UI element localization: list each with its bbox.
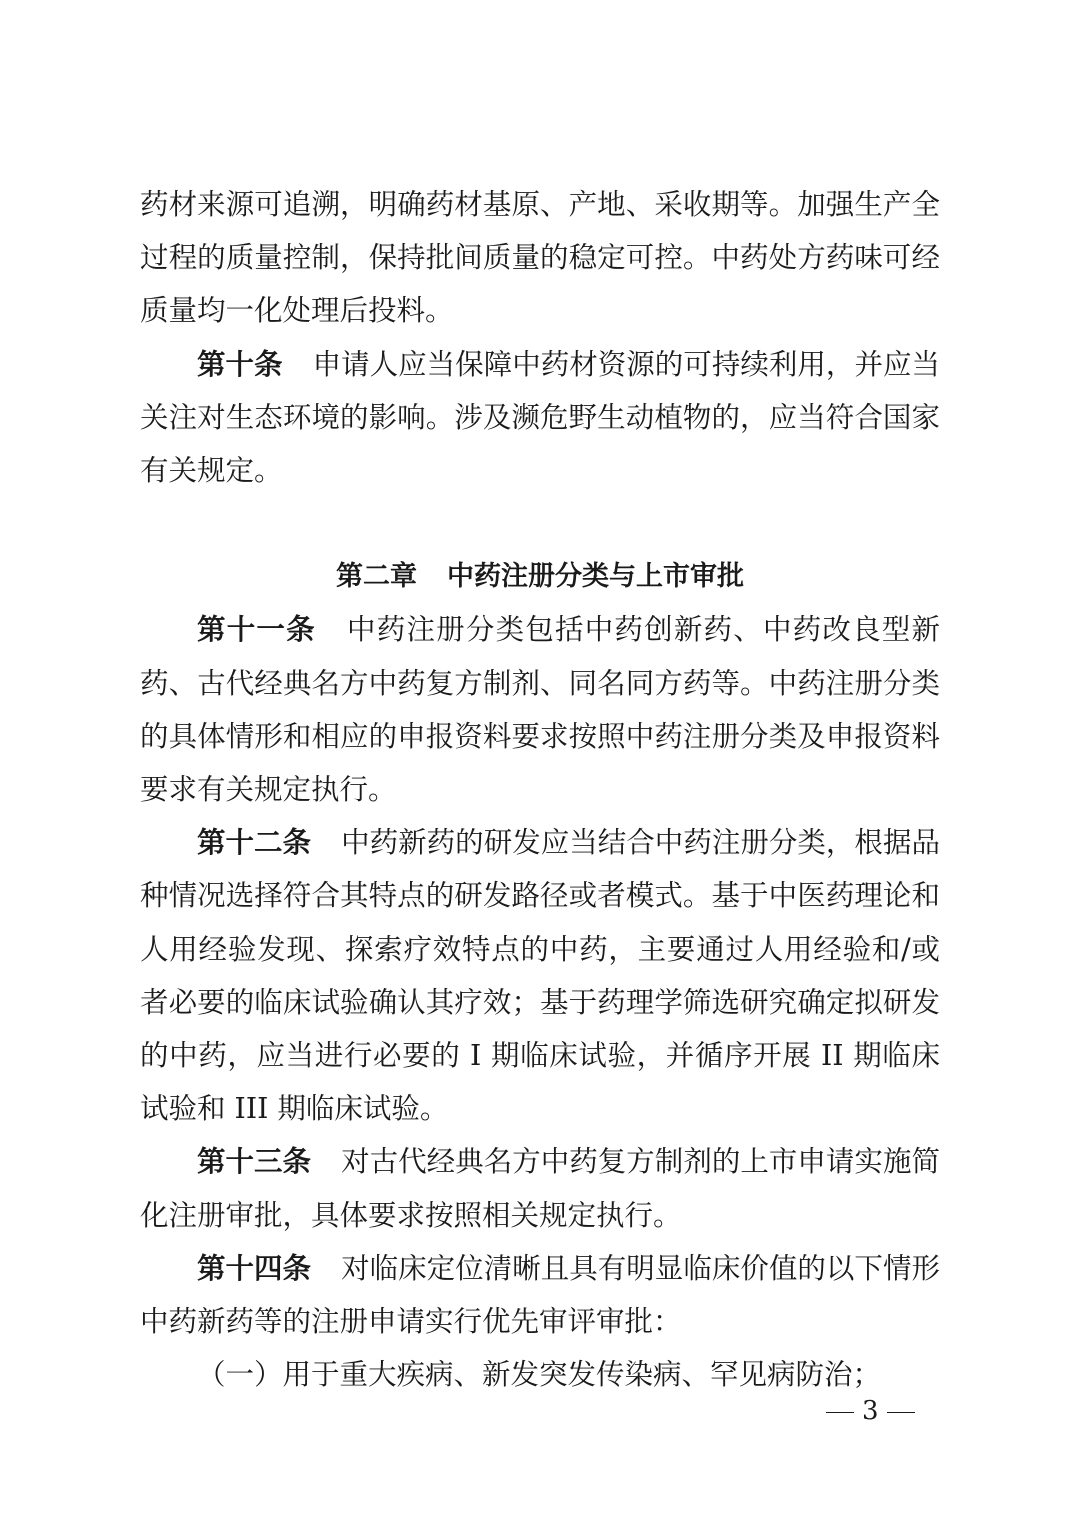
list-item-1 [140,1348,940,1401]
article-text: 中药注册分类包括中药创新药、中药改良型新药、古代经典名方中药复方制剂、同名同方药等。中药注册分类的具体情形和相应的申报资料要求按照中药注册分类及申报资料要求有关规定执行。 [140,613,940,807]
article-label: 第十三条 [197,1145,312,1179]
article-text: 对临床定位清晰且具有明显临床价值的以下情形中药新药等的注册申请实行优先审评审批： [140,1251,940,1339]
body-text [140,178,940,1401]
chapter-title: 中药注册分类与上市审批 [447,561,744,593]
paragraph-text: 药材来源可追溯，明确药材基原、产地、采收期等。加强生产全过程的质量控制，保持批间质量的稳定可控。中药处方药味可经质量均一化处理后投料。 [140,188,940,328]
article-11 [140,603,940,816]
article-text: 中药新药的研发应当结合中药注册分类，根据品种情况选择符合其特点的研发路径或者模式。基于中医药理论和人用经验发现、探索疗效特点的中药，主要通过人用经验和/或者必要的临床试验确认其疗效；基于药理学筛选研究确定拟研发的中药，应当进行必要的 I 期临床试验，并循序开展 II 期临床试验和 III 期临床试验。 [140,826,940,1126]
article-label: 第十条 [197,347,283,381]
article-14 [140,1242,940,1348]
dash-left [826,1412,854,1413]
dash-right [887,1412,915,1413]
article-text: 申请人应当保障中药材资源的可持续利用，并应当关注对生态环境的影响。涉及濒危野生动植物的，应当符合国家有关规定。 [140,347,940,488]
paragraph-continuation [140,178,940,338]
article-label: 第十二条 [197,826,312,860]
list-item-text: （一）用于重大疾病、新发突发传染病、罕见病防治； [197,1358,882,1392]
article-label: 第十一条 [197,613,316,647]
article-13 [140,1135,940,1241]
article-12 [140,816,940,1135]
page-number [818,1396,923,1426]
chapter-number: 第二章 [336,561,417,593]
article-label: 第十四条 [197,1251,312,1285]
article-10 [140,338,940,498]
chapter-heading [140,550,940,603]
article-text: 对古代经典名方中药复方制剂的上市申请实施简化注册审批，具体要求按照相关规定执行。 [140,1145,940,1232]
page-number-value: 3 [862,1396,879,1426]
